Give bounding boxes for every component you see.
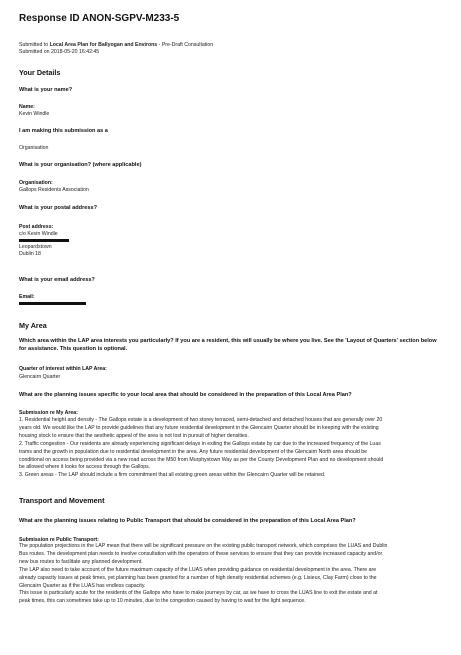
quarter-value: Glencairn Quarter xyxy=(19,374,61,380)
paragraph-line: The population projections in the LAP mean that there will be significant pressure on the existing public transport network, which comprises the LUAS and Dublin xyxy=(19,543,388,549)
paragraph-line: housing stock to ensure that the aesthetic appeal of the area is not lost in pursuit of higher densities. xyxy=(19,432,249,439)
paragraph-line: Glencairn Quarter as if the LUAS has endless capacity. xyxy=(19,582,146,589)
paragraph-line: already capacity issues at peak times, yet planning has been granted for a number of high density residential schemes (e.g. Lisieux, Clay Farm) close to the xyxy=(19,574,377,581)
paragraph-line: Bus routes. The development plan needs to involve consultation with the operators of these services to ensure that they can provide increased capacity and/or xyxy=(19,550,383,557)
paragraph-line: 1. Residential height and density - The Gallops estate is a development of two storey terraced, semi-detached and detached houses that are generally over 20 xyxy=(19,417,383,423)
submission-my-area-label: Submission re My Area: xyxy=(19,410,78,416)
postal-line: Dublin 18 xyxy=(19,250,41,257)
section-heading-your-details: Your Details xyxy=(19,68,61,77)
organisation-value: Gallops Residents Association xyxy=(19,187,89,193)
email-value-redacted xyxy=(19,301,86,308)
submission-as-value: Organisation xyxy=(19,145,49,151)
quarter-label: Quarter of interest within LAP Area: xyxy=(19,366,107,372)
paragraph-line: 3. Green areas - The LAP should include a firm commitment that all existing green areas within the Glencairn Quarter will be retained. xyxy=(19,472,326,479)
postal-line: c/o Kevin Windle xyxy=(19,231,58,237)
section-heading-transport: Transport and Movement xyxy=(19,496,105,505)
submission-my-area-text xyxy=(19,417,444,480)
section-heading-my-area: My Area xyxy=(19,321,47,330)
plan-link[interactable]: Local Area Plan for Ballyogan and Environs xyxy=(49,42,158,48)
question-name: What is your name? xyxy=(19,87,73,93)
paragraph-line: conditional on access being provided via a new road across the M50 from Murphystown Way as per the County Development Plan and no development should xyxy=(19,456,384,463)
paragraph-line: trams and the growth in population due to residential development in the area. Any future residential development of the Glencairn North area should be xyxy=(19,448,368,455)
name-value: Kevin Windle xyxy=(19,111,50,117)
question-postal-address: What is your postal address? xyxy=(19,205,98,211)
postal-label: Post address: xyxy=(19,224,54,230)
page-title: Response ID ANON-SGPV-M233-5 xyxy=(19,13,180,24)
submission-transport-text xyxy=(19,543,444,606)
paragraph-line: new bus routes to facilitate any planned development. xyxy=(19,558,143,565)
paragraph-line: be allowed where it looks for access through the Gallops. xyxy=(19,464,151,471)
question-submission-as: I am making this submission as a xyxy=(19,128,108,134)
question-area-of-interest: Which area within the LAP area interests you particularly? If you are a resident, this will usually be where you live. See the 'Layout of Quarters' section below for assistance. This question is optional. xyxy=(19,338,437,353)
redaction-bar xyxy=(19,239,69,242)
paragraph-line: This issue is particularly acute for the residents of the Gallops who have to make journeys by car, as we have to cross the LUAS line to exit the estate and at xyxy=(19,590,378,597)
postal-line-redacted xyxy=(19,238,69,245)
organisation-label: Organisation: xyxy=(19,180,53,186)
email-label: Email: xyxy=(19,294,35,300)
submitted-on-value: 2018-05-20 16:42:45 xyxy=(51,49,100,55)
question-planning-issues: What are the planning issues specific to your local area that should be considered in the preparation of this Local Area Plan? xyxy=(19,392,352,398)
submitted-on-line xyxy=(19,49,99,56)
submission-transport-label: Submission re Public Transport: xyxy=(19,537,99,543)
postal-line: Leopardstown xyxy=(19,244,52,251)
paragraph-line: years old. We would like the LAP to provide guidelines that any future residential development in the Glencairn Quarter should be in keeping with the existing xyxy=(19,424,379,431)
submitted-to-prefix: Submitted to xyxy=(19,42,50,48)
submitted-to-suffix: - Pre-Draft Consultation xyxy=(157,42,214,48)
paragraph-line: The LAP also need to take account of the future maximum capacity of the LUAS when providing guidance on residential development in the area. There are xyxy=(19,566,377,573)
submitted-on-prefix: Submitted on xyxy=(19,49,52,55)
name-label: Name: xyxy=(19,104,35,110)
redaction-bar xyxy=(19,302,86,305)
paragraph-line: 2. Traffic congestion - Our residents are already experiencing significant delays in exiting the Gallops estate by car due to the increased frequency of the Luas xyxy=(19,440,381,447)
postal-address-value xyxy=(19,231,69,257)
submitted-to-line xyxy=(19,42,213,49)
question-email: What is your email address? xyxy=(19,277,95,283)
paragraph-line: peak times, this can sometimes take up to 10 minutes, due to the congestion caused by having to wait for the light sequence. xyxy=(19,598,306,605)
question-public-transport: What are the planning issues relating to Public Transport that should be considered in the preparation of this Local Area Plan? xyxy=(19,518,356,524)
question-organisation: What is your organisation? (where applicable) xyxy=(19,162,142,168)
